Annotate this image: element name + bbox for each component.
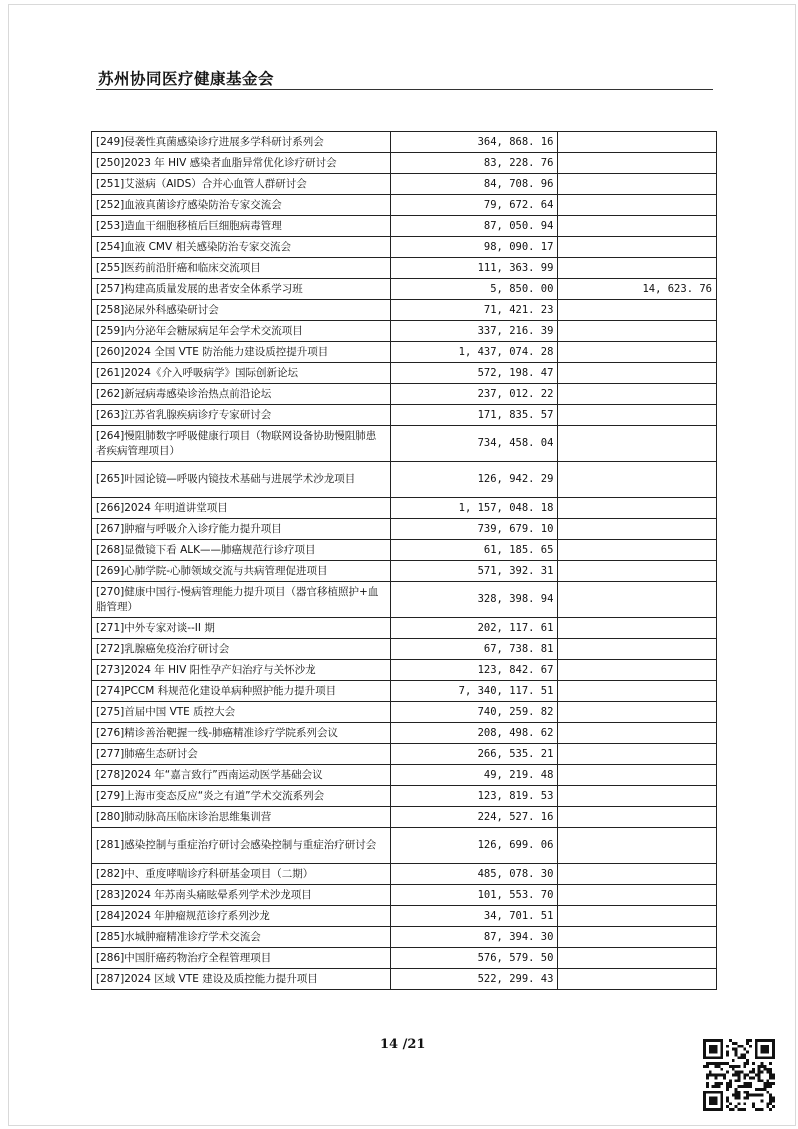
project-name-cell: [274]PCCM 科规范化建设单病种照护能力提升项目 xyxy=(92,681,391,702)
project-name-cell: [286]中国肝癌药物治疗全程管理项目 xyxy=(92,948,391,969)
amount-cell: 337, 216. 39 xyxy=(390,321,558,342)
extra-amount-cell xyxy=(558,519,717,540)
amount-cell: 101, 553. 70 xyxy=(390,885,558,906)
amount-cell: 734, 458. 04 xyxy=(390,426,558,462)
project-name-cell: [280]肺动脉高压临床诊治思维集训营 xyxy=(92,807,391,828)
project-name-cell: [265]叶园论镜—呼吸内镜技术基础与进展学术沙龙项目 xyxy=(92,462,391,498)
project-name-cell: [261]2024《介入呼吸病学》国际创新论坛 xyxy=(92,363,391,384)
project-name-cell: [276]精诊善治靶握一线-肺癌精准诊疗学院系列会议 xyxy=(92,723,391,744)
amount-cell: 123, 819. 53 xyxy=(390,786,558,807)
table-row xyxy=(92,786,717,807)
table-row xyxy=(92,660,717,681)
table-row xyxy=(92,342,717,363)
page-title: 苏州协同医疗健康基金会 xyxy=(98,70,275,88)
project-name-cell: [277]肺癌生态研讨会 xyxy=(92,744,391,765)
amount-cell: 84, 708. 96 xyxy=(390,174,558,195)
page-number: 14 /21 xyxy=(380,1037,426,1052)
extra-amount-cell xyxy=(558,618,717,639)
table-row xyxy=(92,237,717,258)
table-row xyxy=(92,279,717,300)
extra-amount-cell xyxy=(558,342,717,363)
extra-amount-cell xyxy=(558,948,717,969)
amount-cell: 87, 050. 94 xyxy=(390,216,558,237)
extra-amount-cell xyxy=(558,969,717,990)
table-row xyxy=(92,174,717,195)
extra-amount-cell xyxy=(558,300,717,321)
amount-cell: 61, 185. 65 xyxy=(390,540,558,561)
project-name-cell: [273]2024 年 HIV 阳性孕产妇治疗与关怀沙龙 xyxy=(92,660,391,681)
project-name-cell: [254]血液 CMV 相关感染防治专家交流会 xyxy=(92,237,391,258)
table-row xyxy=(92,540,717,561)
extra-amount-cell xyxy=(558,426,717,462)
extra-amount-cell xyxy=(558,540,717,561)
amount-cell: 576, 579. 50 xyxy=(390,948,558,969)
amount-cell: 34, 701. 51 xyxy=(390,906,558,927)
extra-amount-cell xyxy=(558,582,717,618)
table-row xyxy=(92,885,717,906)
extra-amount-cell xyxy=(558,807,717,828)
project-name-cell: [252]血液真菌诊疗感染防治专家交流会 xyxy=(92,195,391,216)
amount-cell: 49, 219. 48 xyxy=(390,765,558,786)
project-name-cell: [255]医药前沿肝癌和临床交流项目 xyxy=(92,258,391,279)
table-row xyxy=(92,906,717,927)
project-name-cell: [268]显微镜下看 ALK——肺癌规范行诊疗项目 xyxy=(92,540,391,561)
extra-amount-cell xyxy=(558,195,717,216)
table-row xyxy=(92,195,717,216)
project-name-cell: [250]2023 年 HIV 感染者血脂异常优化诊疗研讨会 xyxy=(92,153,391,174)
extra-amount-cell xyxy=(558,498,717,519)
extra-amount-cell xyxy=(558,405,717,426)
project-name-cell: [285]水城肿瘤精准诊疗学术交流会 xyxy=(92,927,391,948)
table-row xyxy=(92,300,717,321)
extra-amount-cell xyxy=(558,216,717,237)
amount-cell: 126, 942. 29 xyxy=(390,462,558,498)
table-row xyxy=(92,723,717,744)
table-row xyxy=(92,765,717,786)
project-name-cell: [253]造血干细胞移植后巨细胞病毒管理 xyxy=(92,216,391,237)
table-row xyxy=(92,927,717,948)
project-name-cell: [279]上海市变态反应“炎之有道”学术交流系列会 xyxy=(92,786,391,807)
qr-code-icon xyxy=(703,1039,775,1111)
extra-amount-cell xyxy=(558,363,717,384)
table-row xyxy=(92,639,717,660)
amount-cell: 71, 421. 23 xyxy=(390,300,558,321)
extra-amount-cell xyxy=(558,864,717,885)
amount-cell: 87, 394. 30 xyxy=(390,927,558,948)
amount-cell: 202, 117. 61 xyxy=(390,618,558,639)
project-name-cell: [260]2024 全国 VTE 防治能力建设质控提升项目 xyxy=(92,342,391,363)
amount-cell: 83, 228. 76 xyxy=(390,153,558,174)
extra-amount-cell xyxy=(558,786,717,807)
amount-cell: 328, 398. 94 xyxy=(390,582,558,618)
amount-cell: 79, 672. 64 xyxy=(390,195,558,216)
amount-cell: 572, 198. 47 xyxy=(390,363,558,384)
extra-amount-cell: 14, 623. 76 xyxy=(558,279,717,300)
extra-amount-cell xyxy=(558,765,717,786)
table-row xyxy=(92,702,717,723)
extra-amount-cell xyxy=(558,174,717,195)
amount-cell: 98, 090. 17 xyxy=(390,237,558,258)
table-row xyxy=(92,405,717,426)
extra-amount-cell xyxy=(558,132,717,153)
amount-cell: 522, 299. 43 xyxy=(390,969,558,990)
amount-cell: 7, 340, 117. 51 xyxy=(390,681,558,702)
extra-amount-cell xyxy=(558,702,717,723)
extra-amount-cell xyxy=(558,681,717,702)
amount-cell: 364, 868. 16 xyxy=(390,132,558,153)
table-row xyxy=(92,948,717,969)
project-name-cell: [264]慢阻肺数字呼吸健康行项目（物联网设备协助慢阻肺患者疾病管理项目） xyxy=(92,426,391,462)
project-name-cell: [269]心肺学院-心肺领域交流与共病管理促进项目 xyxy=(92,561,391,582)
table-row xyxy=(92,258,717,279)
amount-cell: 126, 699. 06 xyxy=(390,828,558,864)
extra-amount-cell xyxy=(558,828,717,864)
project-name-cell: [249]侵袭性真菌感染诊疗进展多学科研讨系列会 xyxy=(92,132,391,153)
table-row xyxy=(92,618,717,639)
amount-cell: 5, 850. 00 xyxy=(390,279,558,300)
table-row xyxy=(92,864,717,885)
project-name-cell: [284]2024 年肿瘤规范诊疗系列沙龙 xyxy=(92,906,391,927)
extra-amount-cell xyxy=(558,885,717,906)
extra-amount-cell xyxy=(558,906,717,927)
table-body xyxy=(92,132,717,990)
table-row xyxy=(92,744,717,765)
amount-cell: 1, 157, 048. 18 xyxy=(390,498,558,519)
amount-cell: 111, 363. 99 xyxy=(390,258,558,279)
table-row xyxy=(92,462,717,498)
extra-amount-cell xyxy=(558,321,717,342)
project-name-cell: [266]2024 年明道讲堂项目 xyxy=(92,498,391,519)
project-name-cell: [283]2024 年苏南头痛眩晕系列学术沙龙项目 xyxy=(92,885,391,906)
table-row xyxy=(92,321,717,342)
extra-amount-cell xyxy=(558,462,717,498)
extra-amount-cell xyxy=(558,660,717,681)
project-name-cell: [257]构建高质量发展的患者安全体系学习班 xyxy=(92,279,391,300)
project-name-cell: [270]健康中国行-慢病管理能力提升项目（器官移植照护+血脂管理） xyxy=(92,582,391,618)
extra-amount-cell xyxy=(558,153,717,174)
table-row xyxy=(92,384,717,405)
header-rule xyxy=(96,89,713,90)
amount-cell: 266, 535. 21 xyxy=(390,744,558,765)
project-name-cell: [267]肿瘤与呼吸介入诊疗能力提升项目 xyxy=(92,519,391,540)
amount-cell: 1, 437, 074. 28 xyxy=(390,342,558,363)
extra-amount-cell xyxy=(558,927,717,948)
amount-cell: 67, 738. 81 xyxy=(390,639,558,660)
table-row xyxy=(92,132,717,153)
table-row xyxy=(92,519,717,540)
amount-cell: 739, 679. 10 xyxy=(390,519,558,540)
project-name-cell: [278]2024 年“嘉言致行”西南运动医学基础会议 xyxy=(92,765,391,786)
project-name-cell: [263]江苏省乳腺疾病诊疗专家研讨会 xyxy=(92,405,391,426)
table-row xyxy=(92,363,717,384)
project-name-cell: [272]乳腺癌免疫治疗研讨会 xyxy=(92,639,391,660)
table-row xyxy=(92,582,717,618)
table-row xyxy=(92,807,717,828)
table-row xyxy=(92,498,717,519)
project-name-cell: [259]内分泌年会糖尿病足年会学术交流项目 xyxy=(92,321,391,342)
project-name-cell: [271]中外专家对谈--II 期 xyxy=(92,618,391,639)
amount-cell: 123, 842. 67 xyxy=(390,660,558,681)
amount-cell: 224, 527. 16 xyxy=(390,807,558,828)
project-expense-table xyxy=(91,131,717,990)
table-row xyxy=(92,216,717,237)
table-row xyxy=(92,969,717,990)
amount-cell: 485, 078. 30 xyxy=(390,864,558,885)
amount-cell: 740, 259. 82 xyxy=(390,702,558,723)
project-name-cell: [282]中、重度哮喘诊疗科研基金项目（二期） xyxy=(92,864,391,885)
extra-amount-cell xyxy=(558,744,717,765)
amount-cell: 208, 498. 62 xyxy=(390,723,558,744)
project-name-cell: [275]首届中国 VTE 质控大会 xyxy=(92,702,391,723)
extra-amount-cell xyxy=(558,639,717,660)
project-name-cell: [281]感染控制与重症治疗研讨会感染控制与重症治疗研讨会 xyxy=(92,828,391,864)
table-row xyxy=(92,681,717,702)
extra-amount-cell xyxy=(558,258,717,279)
amount-cell: 237, 012. 22 xyxy=(390,384,558,405)
extra-amount-cell xyxy=(558,384,717,405)
project-name-cell: [287]2024 区域 VTE 建设及质控能力提升项目 xyxy=(92,969,391,990)
table-row xyxy=(92,828,717,864)
table-row xyxy=(92,561,717,582)
extra-amount-cell xyxy=(558,723,717,744)
amount-cell: 571, 392. 31 xyxy=(390,561,558,582)
extra-amount-cell xyxy=(558,561,717,582)
table-row xyxy=(92,426,717,462)
extra-amount-cell xyxy=(558,237,717,258)
project-name-cell: [258]泌尿外科感染研讨会 xyxy=(92,300,391,321)
amount-cell: 171, 835. 57 xyxy=(390,405,558,426)
table-row xyxy=(92,153,717,174)
project-name-cell: [251]艾滋病（AIDS）合并心血管人群研讨会 xyxy=(92,174,391,195)
project-name-cell: [262]新冠病毒感染诊治热点前沿论坛 xyxy=(92,384,391,405)
